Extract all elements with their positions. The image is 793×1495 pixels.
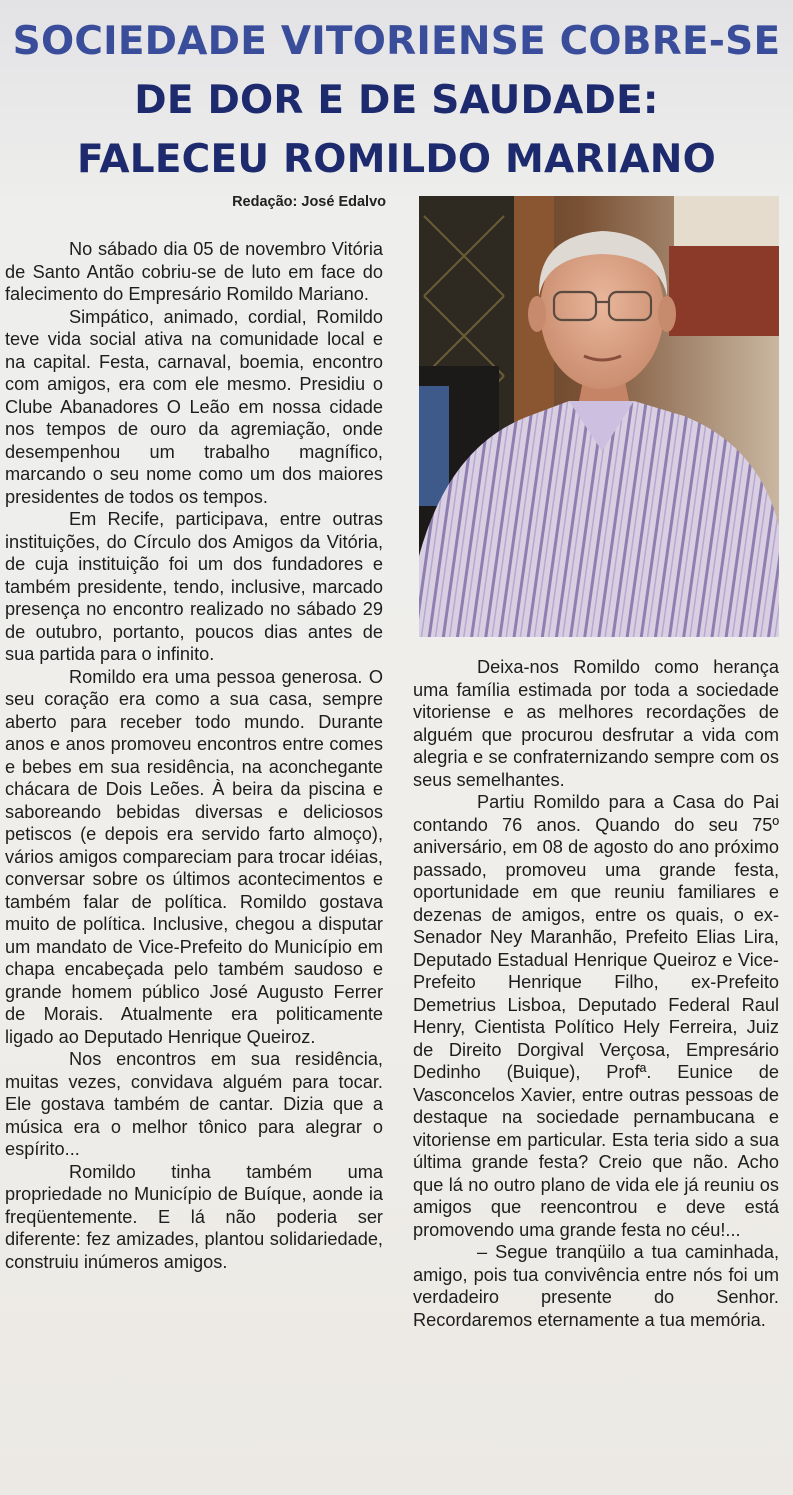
portrait-photo [419,196,779,637]
left-column [5,238,383,1273]
paragraph: Em Recife, participava, entre outras instituições, do Círculo dos Amigos da Vitória, de cuja instituição foi um dos fundadores e também presidente, tendo, inclusive, marcado presença no encontro realizado no sábado 29 de outubro, portanto, poucos dias antes de sua partida para o infinito. [5,509,383,664]
paragraph: Nos encontros em sua residência, muitas vezes, convidava alguém para tocar. Ele gostava também de cantar. Dizia que a música era o melhor tônico para alegrar o espírito... [5,1049,383,1159]
headline-line-1: SOCIEDADE VITORIENSE COBRE-SE [12,19,781,64]
paragraph: Simpático, animado, cordial, Romildo teve vida social ativa na comunidade local e na capital. Festa, carnaval, boemia, encontro com amigos, era com ele mesmo. Presidiu o Clube Abanadores O Leão em nossa cidade nos tempos de ouro da agremiação, onde desempenhou um trabalho magnífico, marcando o seu nome como um dos maiores presidentes de todos os tempos. [5,306,383,507]
headline [0,12,793,189]
paragraph: – Segue tranqüilo a tua caminhada, amigo, pois tua convivência entre nós foi um verdadeiro presente do Senhor. Recordaremos eternamente a tua memória. [413,1242,779,1330]
headline-line-3: FALECEU ROMILDO MARIANO [77,137,716,182]
paragraph: Romildo tinha também uma propriedade no Município de Buíque, aonde ia freqüentemente. E lá não poderia ser diferente: fez amizades, plantou solidariedade, construiu inúmeros amigos. [5,1161,383,1272]
portrait-photo-icon [419,196,779,637]
paragraph: No sábado dia 05 de novembro Vitória de Santo Antão cobriu-se de luto em face do falecimento do Empresário Romildo Mariano. [5,239,383,304]
headline-line-2: DE DOR E DE SAUDADE: [134,78,659,123]
right-column [413,656,779,1331]
paragraph: Romildo era uma pessoa generosa. O seu coração era como a sua casa, sempre aberto para receber todo mundo. Durante anos e anos promoveu encontros entre comes e bebes em sua residência, na aconchegante chácara de Dois Leões. À beira da piscina e saboreando bebidas diversas e deliciosos petiscos (e depois era servido farto almoço), vários amigos compareciam para trocar idéias, conversar sobre os últimos acontecimentos e também falar de política. Romildo gostava muito de política. Inclusive, chegou a disputar um mandato de Vice-Prefeito do Município em chapa encabeçada pelo também saudoso e grande homem público José Augusto Ferrer de Morais. Atualmente era politicamente ligado ao Deputado Henrique Queiroz. [5,666,383,1047]
paragraph: Partiu Romildo para a Casa do Pai contando 76 anos. Quando do seu 75º aniversário, em 08 de agosto do ano próximo passado, promoveu uma grande festa, oportunidade em que reuniu familiares e dezenas de amigos, entre os quais, o ex-Senador Ney Maranhão, Prefeito Elias Lira, Deputado Estadual Henrique Queiroz e Vice-Prefeito Henrique Filho, ex-Prefeito Demetrius Lisboa, Deputado Federal Raul Henry, Cientista Político Hely Ferreira, Juiz de Direito Dorgival Verçosa, Empresário Dedinho (Buique), Profª. Eunice de Vasconcelos Xavier, entre outras pessoas de destaque na sociedade pernambucana e vitoriense em particular. Esta teria sido a sua última grande festa? Creio que não. Acho que lá no outro plano de vida ele já reuniu os amigos que reencontrou e deve está promovendo uma grande festa no céu!... [413,792,779,1240]
paragraph: Deixa-nos Romildo como herança uma família estimada por toda a sociedade vitoriense e as melhores recordações de alguém que procurou desfrutar a vida com alegria e se confraternizando sempre com os seus semelhantes. [413,657,779,790]
byline: Redação: José Edalvo [232,194,386,210]
